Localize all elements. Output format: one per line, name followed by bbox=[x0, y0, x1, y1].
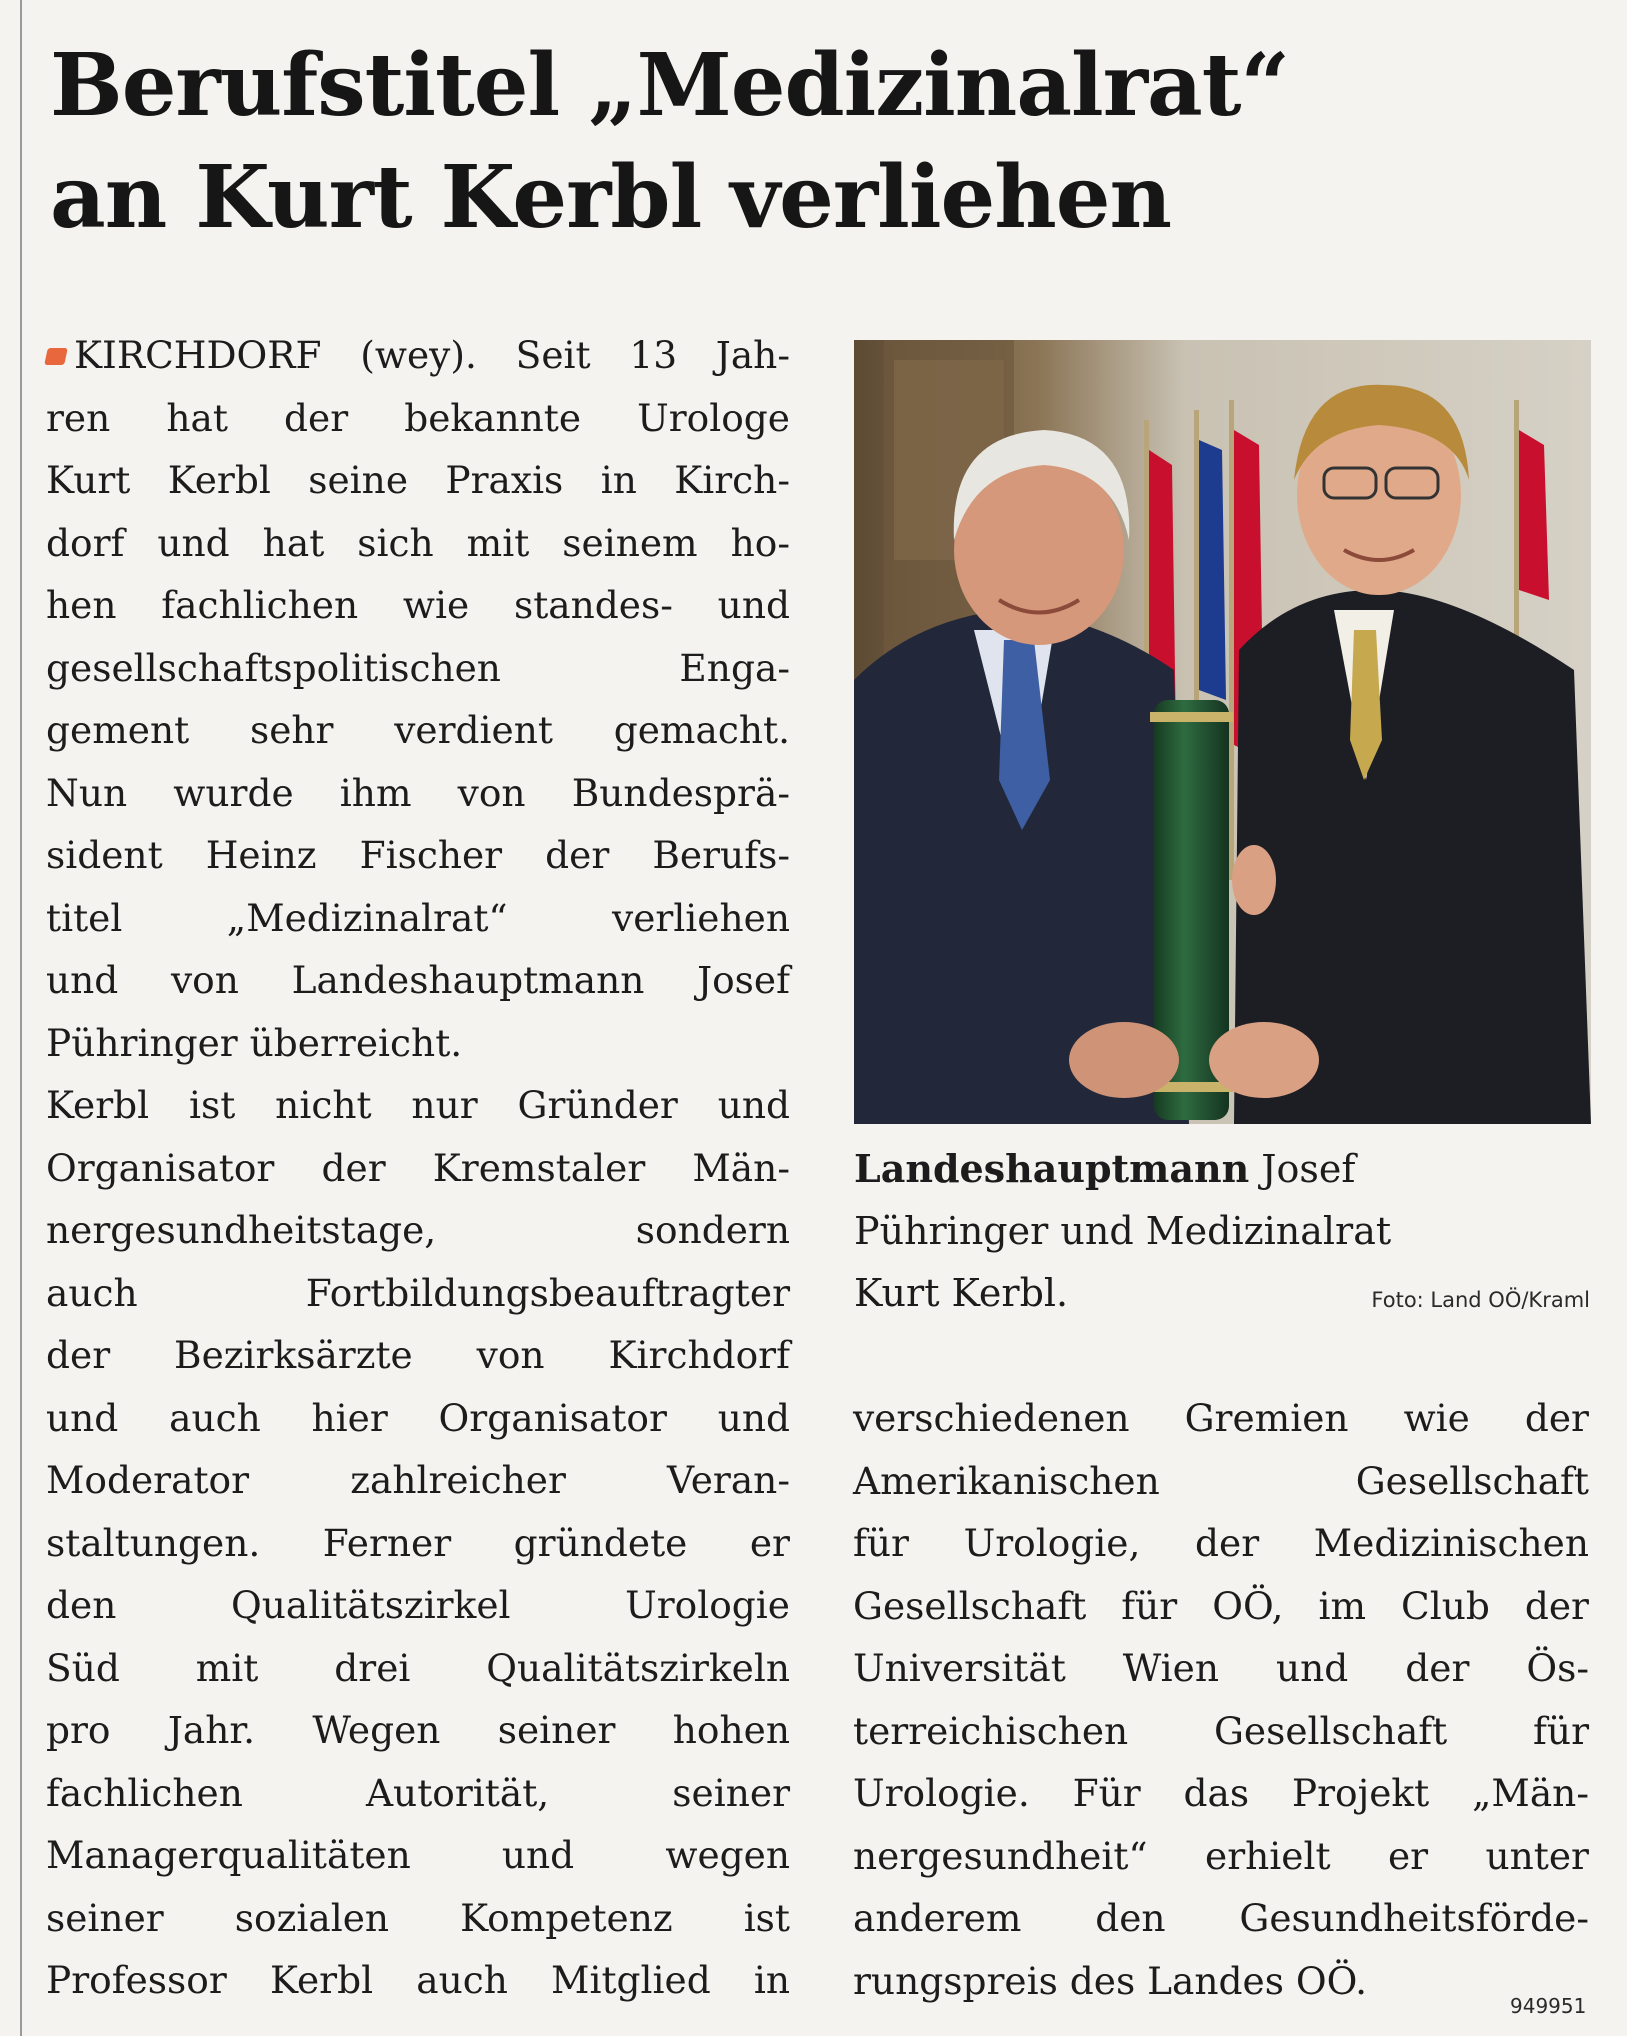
caption-bold: Landeshauptmann bbox=[854, 1146, 1250, 1191]
text-line bbox=[46, 1199, 790, 1262]
text-line-content: der Bezirksärzte von Kirchdorf bbox=[46, 1333, 790, 1377]
caption-line-3: Kurt Kerbl. bbox=[854, 1271, 1069, 1315]
headline-line-2: an Kurt Kerbl verliehen bbox=[50, 147, 1171, 248]
photo-illustration bbox=[854, 340, 1591, 1124]
text-line bbox=[853, 1512, 1589, 1575]
right-text-column bbox=[853, 1387, 1589, 2012]
text-line-content: seiner sozialen Kompetenz ist bbox=[46, 1895, 790, 1940]
text-line-content: KIRCHDORF (wey). Seit 13 Jah- bbox=[74, 333, 790, 377]
text-line-content: verschiedenen Gremien wie der bbox=[853, 1396, 1589, 1440]
text-line-content: Amerikanischen Gesellschaft bbox=[853, 1458, 1589, 1503]
text-line bbox=[46, 1074, 790, 1137]
text-line bbox=[46, 1762, 790, 1825]
text-line bbox=[853, 1825, 1589, 1888]
text-line-content: Managerqualitäten und wegen bbox=[46, 1833, 790, 1877]
text-line-content: gesellschaftspolitischen Enga- bbox=[46, 645, 790, 690]
text-line-content: für Urologie, der Medizinischen bbox=[853, 1521, 1589, 1565]
text-line-content: dorf und hat sich mit seinem ho- bbox=[46, 520, 790, 565]
text-line bbox=[853, 1950, 1589, 2013]
text-line-content: Universität Wien und der Ös- bbox=[853, 1646, 1589, 1690]
headline-line-1: Berufstitel „Medizinalrat“ bbox=[50, 35, 1289, 136]
text-line bbox=[46, 1887, 790, 1950]
text-line bbox=[46, 949, 790, 1012]
text-line bbox=[46, 887, 790, 950]
text-line bbox=[46, 1012, 790, 1075]
text-line bbox=[853, 1387, 1589, 1450]
text-line-content: gement sehr verdient gemacht. bbox=[46, 708, 790, 752]
text-line bbox=[46, 387, 790, 450]
text-line-content: sident Heinz Fischer der Berufs- bbox=[46, 833, 790, 877]
bullet-icon bbox=[44, 348, 68, 365]
left-text-column bbox=[46, 324, 790, 2012]
text-line-content: und von Landeshauptmann Josef bbox=[46, 958, 790, 1002]
text-line bbox=[46, 512, 790, 575]
text-line-content: pro Jahr. Wegen seiner hohen bbox=[46, 1708, 790, 1752]
text-line bbox=[46, 637, 790, 700]
text-line-content: anderem den Gesundheitsförde- bbox=[853, 1896, 1589, 1940]
text-line bbox=[853, 1575, 1589, 1638]
text-line-content: Professor Kerbl auch Mitglied in bbox=[46, 1958, 790, 2002]
text-line bbox=[46, 1699, 790, 1762]
caption-line-1-rest: Josef bbox=[1249, 1147, 1356, 1191]
text-line-content: auch Fortbildungsbeauftragter bbox=[46, 1270, 790, 1315]
text-line-content: Kerbl ist nicht nur Gründer und bbox=[46, 1083, 790, 1127]
text-line-content: Pühringer überreicht. bbox=[46, 1020, 463, 1065]
text-line-content: titel „Medizinalrat“ verliehen bbox=[46, 895, 790, 940]
article-code: 949951 bbox=[1510, 1994, 1587, 2018]
text-line-content: Moderator zahlreicher Veran- bbox=[46, 1458, 790, 1502]
text-line-content: ren hat der bekannte Urologe bbox=[46, 395, 790, 440]
text-line-content: Urologie. Für das Projekt „Män- bbox=[853, 1771, 1589, 1815]
text-line-content: nergesundheit“ erhielt er unter bbox=[853, 1833, 1589, 1878]
text-line-content: Nun wurde ihm von Bundesprä- bbox=[46, 770, 790, 815]
text-line-content: Kurt Kerbl seine Praxis in Kirch- bbox=[46, 458, 790, 502]
caption-line-2: Pühringer und Medizinalrat bbox=[854, 1209, 1392, 1253]
text-line bbox=[46, 1387, 790, 1450]
text-line bbox=[46, 449, 790, 512]
text-line bbox=[46, 1137, 790, 1200]
text-line-content: fachlichen Autorität, seiner bbox=[46, 1770, 790, 1815]
headline bbox=[50, 30, 1610, 254]
text-line-content: den Qualitätszirkel Urologie bbox=[46, 1583, 790, 1627]
text-line bbox=[46, 1449, 790, 1512]
text-line-content: Gesellschaft für OÖ, im Club der bbox=[853, 1583, 1589, 1628]
text-line bbox=[46, 1824, 790, 1887]
page-edge-line bbox=[20, 0, 22, 2036]
caption-line-1 bbox=[854, 1138, 1594, 1200]
text-line bbox=[46, 1949, 790, 2012]
text-line-content: rungspreis des Landes OÖ. bbox=[853, 1958, 1368, 2003]
text-line bbox=[46, 1574, 790, 1637]
text-line bbox=[46, 574, 790, 637]
text-line bbox=[853, 1762, 1589, 1825]
text-line-content: und auch hier Organisator und bbox=[46, 1395, 790, 1440]
text-line-content: terreichischen Gesellschaft für bbox=[853, 1708, 1589, 1753]
article-photo bbox=[854, 340, 1591, 1124]
text-line bbox=[46, 1512, 790, 1575]
text-line-content: staltungen. Ferner gründete er bbox=[46, 1520, 790, 1565]
text-line bbox=[853, 1887, 1589, 1950]
text-line bbox=[46, 1324, 790, 1387]
text-line bbox=[853, 1637, 1589, 1700]
text-line-content: Organisator der Kremstaler Män- bbox=[46, 1145, 790, 1190]
text-line bbox=[46, 762, 790, 825]
text-line bbox=[46, 324, 790, 387]
text-line bbox=[46, 699, 790, 762]
text-line bbox=[46, 824, 790, 887]
text-line-content: Süd mit drei Qualitätszirkeln bbox=[46, 1645, 790, 1690]
photo-credit: Foto: Land OÖ/Kraml bbox=[1371, 1288, 1590, 1312]
text-line bbox=[853, 1450, 1589, 1513]
text-line-content: nergesundheitstage, sondern bbox=[46, 1208, 790, 1252]
text-line bbox=[46, 1637, 790, 1700]
text-line bbox=[46, 1262, 790, 1325]
text-line bbox=[853, 1700, 1589, 1763]
text-line-content: hen fachlichen wie standes- und bbox=[46, 583, 790, 627]
